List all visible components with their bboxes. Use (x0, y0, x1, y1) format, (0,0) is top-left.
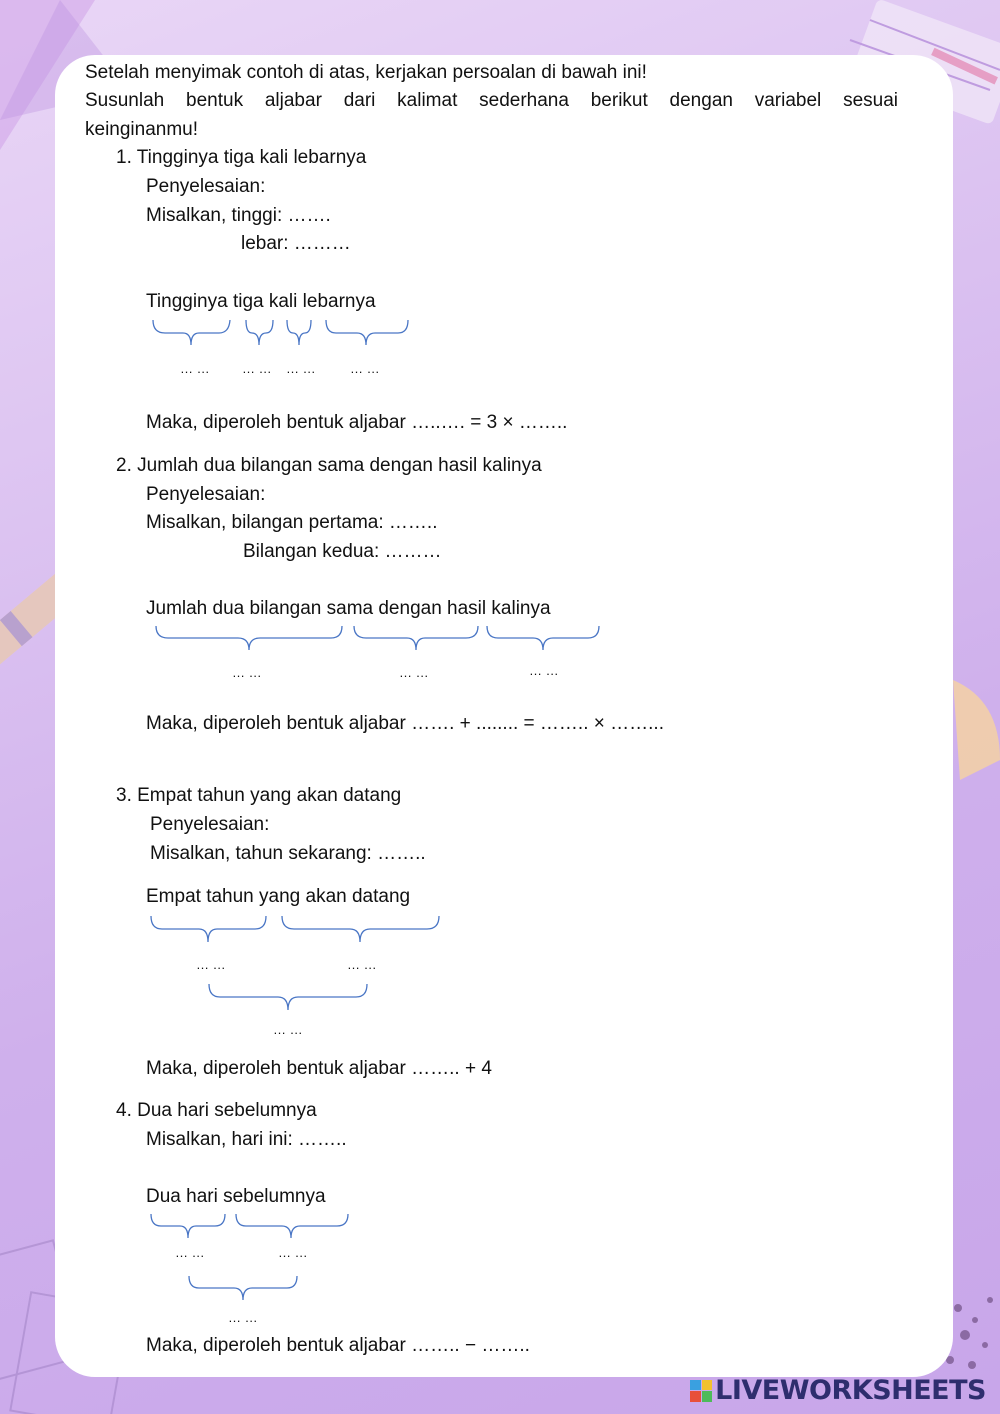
q1-brace-4 (326, 320, 408, 345)
q1-solution-label: Penyelesaian: (146, 176, 266, 197)
q2-solution-label: Penyelesaian: (146, 484, 266, 505)
q4-phrase: Dua hari sebelumnya (146, 1186, 326, 1207)
q4-brace-3 (189, 1276, 297, 1300)
q4-blank-1: … … (175, 1245, 205, 1260)
q2-title: 2. Jumlah dua bilangan sama dengan hasil kalinya (116, 455, 542, 476)
q3-brace-2 (282, 916, 439, 942)
q4-blank-3: … … (228, 1310, 258, 1325)
q1-blank-3: … … (286, 361, 316, 376)
q2-let-second: Bilangan kedua: ……… (243, 541, 442, 562)
q3-let-year: Misalkan, tahun sekarang: …….. (150, 843, 426, 864)
q1-blank-4: … … (350, 361, 380, 376)
intro-line-1: Setelah menyimak contoh di atas, kerjakan persoalan di bawah ini! (85, 62, 647, 83)
brand-name: LIVEWORKSHEETS (715, 1375, 986, 1406)
q1-let-height: Misalkan, tinggi: ……. (146, 205, 331, 226)
q3-blank-2: … … (347, 957, 377, 972)
q1-brace-2 (246, 320, 273, 345)
q3-result: Maka, diperoleh bentuk aljabar …….. + 4 (146, 1058, 492, 1079)
intro-line-3: keinginanmu! (85, 119, 199, 140)
q2-blank-1: … … (232, 665, 262, 680)
q1-blank-1: … … (180, 361, 210, 376)
q2-blank-3: … … (529, 663, 559, 678)
q2-let-first: Misalkan, bilangan pertama: …….. (146, 512, 438, 533)
q2-brace-2 (354, 626, 478, 650)
q4-brace-2 (236, 1214, 348, 1238)
q1-brace-1 (153, 320, 230, 345)
q2-brace-1 (156, 626, 342, 650)
q1-blank-2: … … (242, 361, 272, 376)
q3-solution-label: Penyelesaian: (150, 814, 270, 835)
q1-brace-3 (287, 320, 311, 345)
q3-brace-1 (151, 916, 266, 942)
intro-line-2: Susunlah bentuk aljabar dari kalimat sederhana berikut dengan variabel sesuai (85, 90, 898, 111)
q3-title: 3. Empat tahun yang akan datang (116, 785, 402, 806)
q4-title: 4. Dua hari sebelumnya (116, 1100, 317, 1121)
q4-brace-1 (151, 1214, 225, 1238)
q2-phrase: Jumlah dua bilangan sama dengan hasil kalinya (146, 598, 551, 619)
liveworksheets-logo-icon (690, 1380, 712, 1402)
q3-blank-1: … … (196, 957, 226, 972)
q4-let-day: Misalkan, hari ini: …….. (146, 1129, 347, 1150)
q1-result: Maka, diperoleh bentuk aljabar …..…. = 3 × …….. (146, 412, 568, 433)
liveworksheets-brand (690, 1375, 986, 1406)
q1-phrase: Tingginya tiga kali lebarnya (146, 291, 376, 312)
q2-brace-3 (487, 626, 599, 650)
q4-blank-2: … … (278, 1245, 308, 1260)
q2-result: Maka, diperoleh bentuk aljabar ……. + ........ = …….. × ……... (146, 713, 664, 734)
q2-blank-2: … … (399, 665, 429, 680)
q3-phrase: Empat tahun yang akan datang (146, 886, 411, 907)
q1-let-width: lebar: ……… (241, 233, 351, 254)
q4-result: Maka, diperoleh bentuk aljabar …….. − …….. (146, 1335, 530, 1356)
q1-title: 1. Tingginya tiga kali lebarnya (116, 147, 367, 168)
q3-blank-3: … … (273, 1022, 303, 1037)
q3-brace-3 (209, 984, 367, 1010)
